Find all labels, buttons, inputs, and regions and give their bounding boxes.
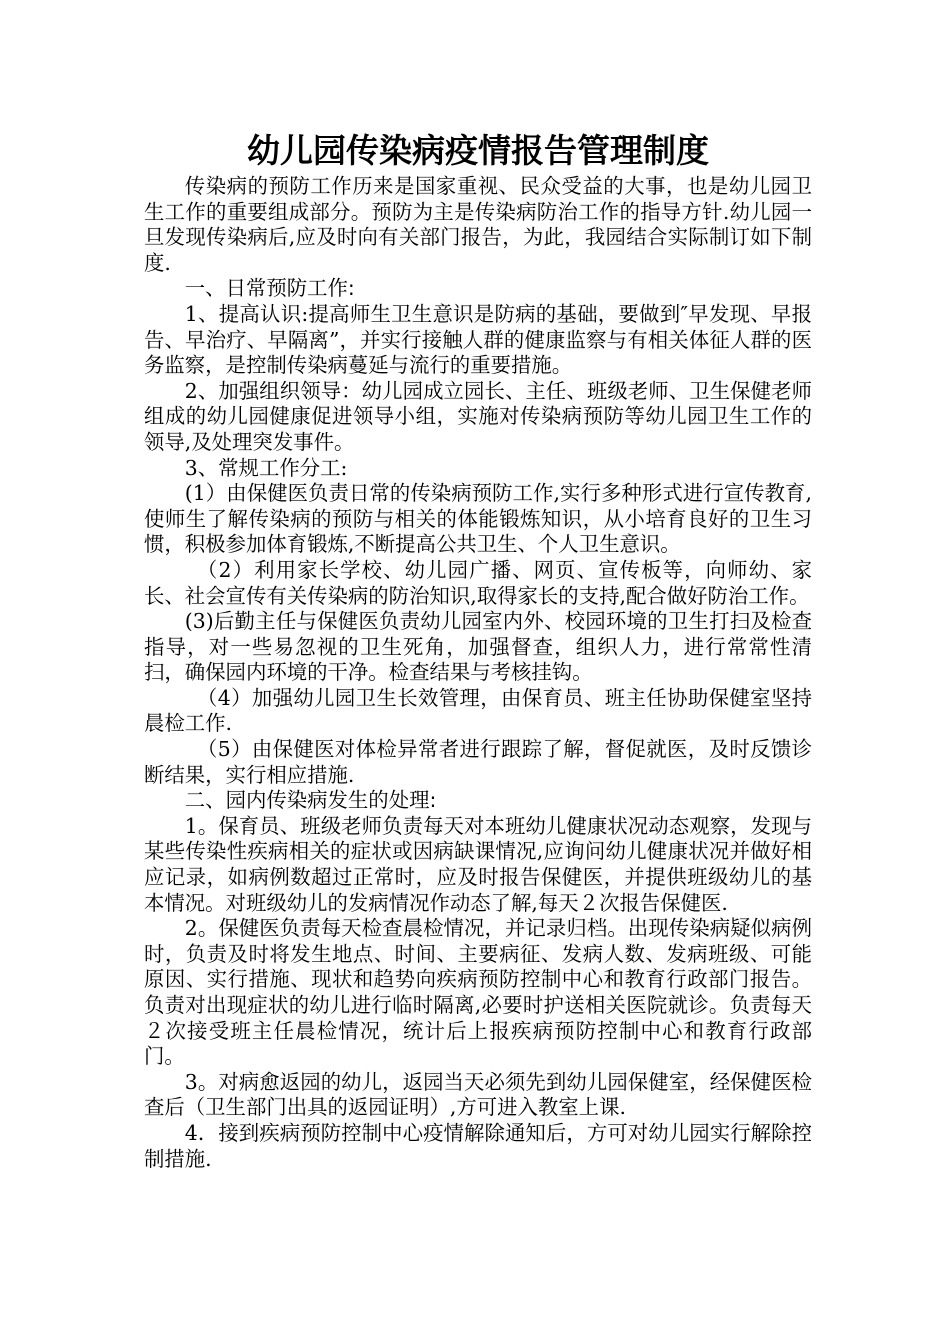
paragraph-item-5: （5）由保健医对体检异常者进行跟踪了解，督促就医，及时反馈诊断结果，实行相应措施. xyxy=(144,737,812,787)
paragraph-handling-2: 2。保健医负责每天检查晨检情况，并记录归档。出现传染病疑似病例时，负责及时将发生地点、时间、主要病征、发病人数、发病班级、可能原因、实行措施、现状和趋势向疾病预防控制中心和教育行政部门报告。负责对出现症状的幼儿进行临时隔离,必要时护送相关医院就诊。负责每天２次接受班主任晨检情况，统计后上报疾病预防控制中心和教育行政部门。 xyxy=(144,916,812,1069)
paragraph-raise-awareness: 1、提高认识:提高师生卫生意识是防病的基础，要做到″早发现、早报告、早治疗、早隔离”，并实行接触人群的健康监察与有相关体征人群的医务监察，是控制传染病蔓延与流行的重要措施。 xyxy=(144,301,812,378)
paragraph-item-3: (3)后勤主任与保健医负责幼儿园室内外、校园环境的卫生打扫及检查指导，对一些易忽视的卫生死角，加强督查，组织人力，进行常常性清扫，确保园内环境的干净。检查结果与考核挂钩。 xyxy=(144,609,812,685)
document-title: 幼儿园传染病疫情报告管理制度 xyxy=(247,131,709,170)
paragraph-routine-division: 3、常规工作分工: xyxy=(184,455,348,480)
paragraph-handling-3: 3。对病愈返园的幼儿，返园当天必须先到幼儿园保健室，经保健医检查后（卫生部门出具的返园证明）,方可进入教室上课. xyxy=(144,1069,812,1120)
section-heading-daily-prevention: 一、日常预防工作: xyxy=(184,276,355,301)
paragraph-item-2: （2）利用家长学校、幼儿园广播、网页、宣传板等，向师幼、家长、社会宣传有关传染病的防治知识,取得家长的支持,配合做好防治工作。 xyxy=(144,557,812,608)
intro-paragraph: 传染病的预防工作历来是国家重视、民众受益的大事，也是幼儿园卫生工作的重要组成部分。预防为主是传染病防治工作的指导方针.幼儿园一旦发现传染病后,应及时向有关部门报告，为此，我园结合实际制订如下制度. xyxy=(144,174,812,275)
paragraph-item-1: (1）由保健医负责日常的传染病预防工作,实行多种形式进行宣传教育,使师生了解传染病的预防与相关的体能锻炼知识，从小培育良好的卫生习惯，积极参加体育锻炼,不断提高公共卫生、个人卫生意识。 xyxy=(144,481,812,557)
paragraph-organization-leadership: 2、加强组织领导：幼儿园成立园长、主任、班级老师、卫生保健老师组成的幼儿园健康促进领导小组，实施对传染病预防等幼儿园卫生工作的领导,及处理突发事件。 xyxy=(144,378,812,454)
paragraph-handling-4: 4．接到疾病预防控制中心疫情解除通知后，方可对幼儿园实行解除控制措施. xyxy=(144,1120,812,1171)
paragraph-item-4: （4）加强幼儿园卫生长效管理，由保育员、班主任协助保健室坚持晨检工作. xyxy=(144,685,812,736)
paragraph-handling-1: 1。保育员、班级老师负责每天对本班幼儿健康状况动态观察，发现与某些传染性疾病相关的症状或因病缺课情况,应询问幼儿健康状况并做好相应记录，如病例数超过正常时，应及时报告保健医，并提供班级幼儿的基本情况。对班级幼儿的发病情况作动态了解,每天２次报告保健医. xyxy=(144,813,812,915)
document-body xyxy=(144,128,812,1172)
section-heading-outbreak-handling: 二、园内传染病发生的处理: xyxy=(184,788,437,813)
